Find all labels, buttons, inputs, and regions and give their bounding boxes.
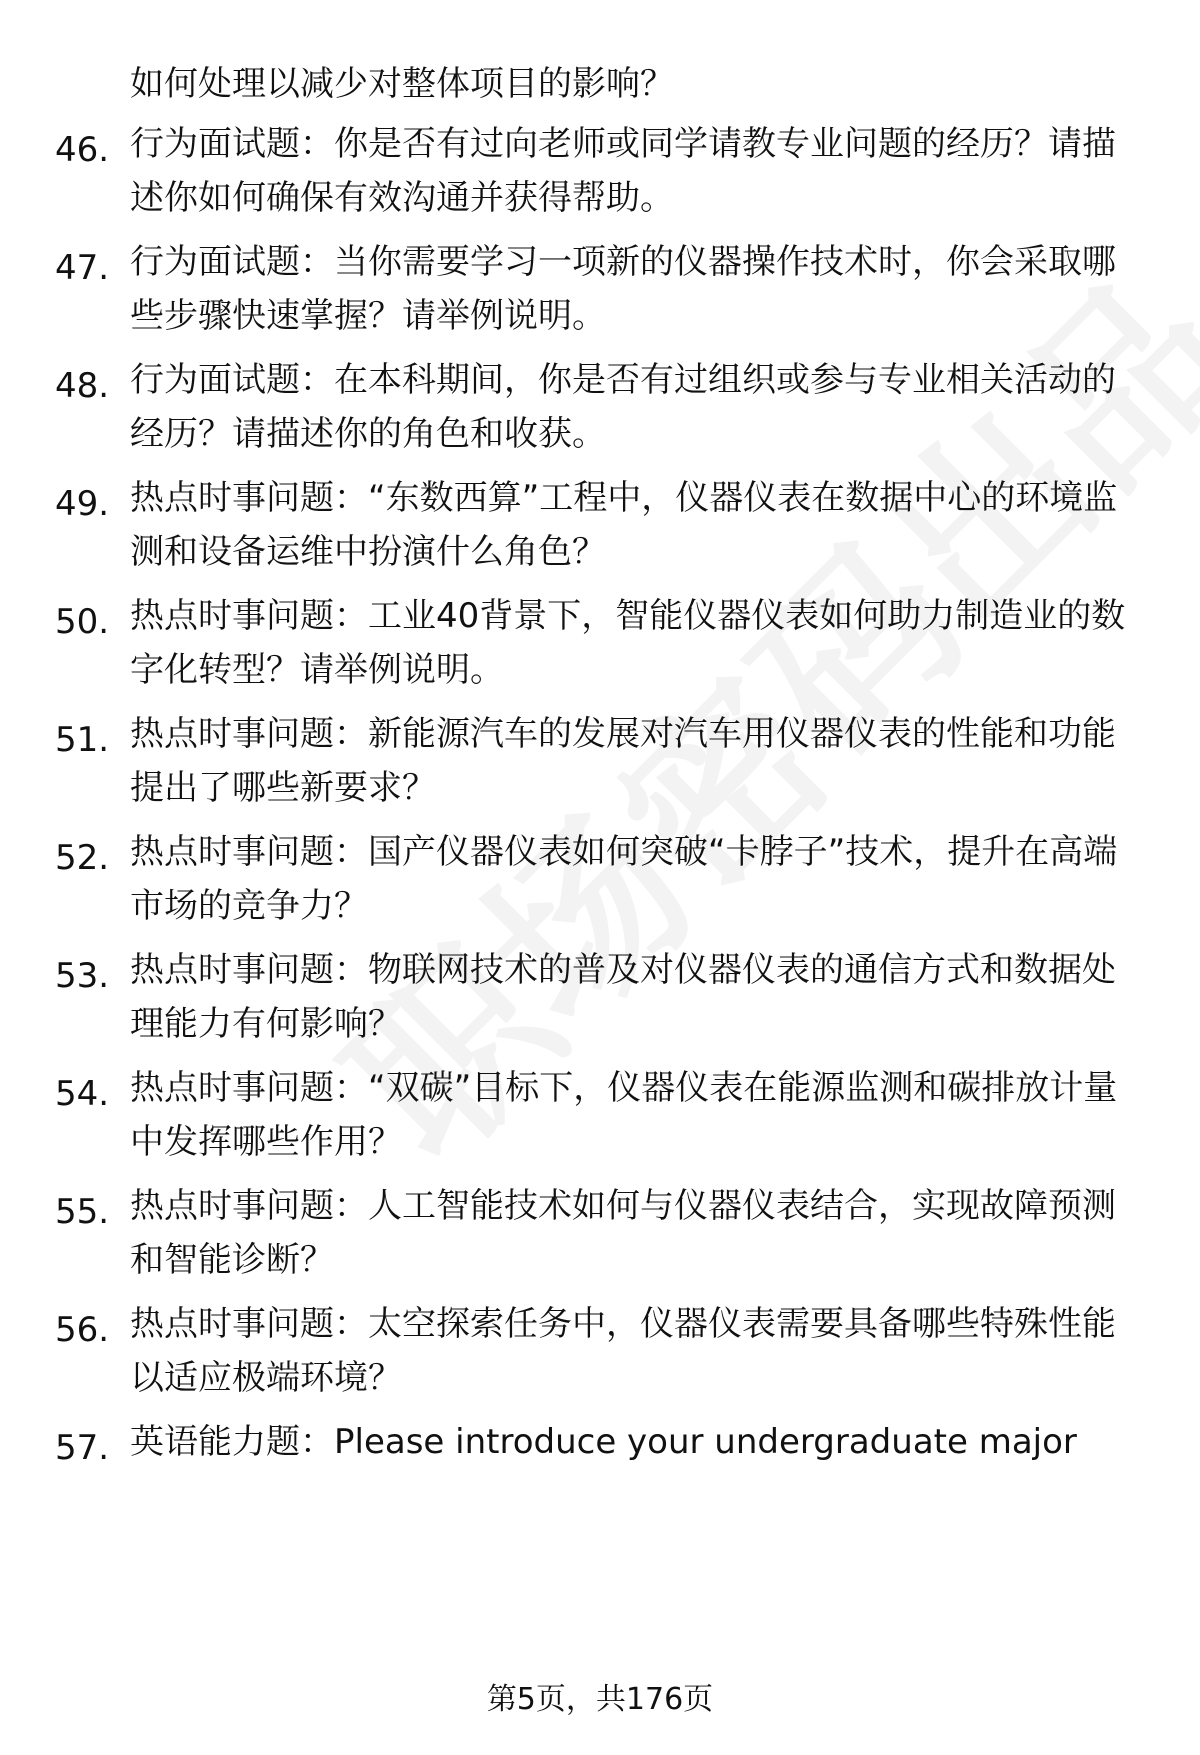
question-number: 49. bbox=[55, 484, 110, 524]
question-number: 48. bbox=[55, 366, 110, 406]
question-number: 50. bbox=[55, 602, 110, 642]
question-number: 52. bbox=[55, 838, 110, 878]
continuation-text: 如何处理以减少对整体项目的影响？ bbox=[130, 64, 674, 104]
question-number: 54. bbox=[55, 1074, 110, 1114]
question-number: 47. bbox=[55, 248, 110, 288]
question-number: 57. bbox=[55, 1428, 110, 1468]
question-number: 46. bbox=[55, 130, 110, 170]
question-text: 热点时事问题：国产仪器仪表如何突破“卡脖子”技术，提升在高端市场的竞争力？ bbox=[130, 832, 1118, 926]
question-text: 热点时事问题：太空探索任务中，仪器仪表需要具备哪些特殊性能以适应极端环境？ bbox=[130, 1304, 1116, 1398]
question-text: 热点时事问题：人工智能技术如何与仪器仪表结合，实现故障预测和智能诊断？ bbox=[130, 1186, 1116, 1280]
question-text: 热点时事问题：“东数西算”工程中，仪器仪表在数据中心的环境监测和设备运维中扮演什么角色？ bbox=[130, 478, 1118, 572]
question-text: 热点时事问题：“双碳”目标下，仪器仪表在能源监测和碳排放计量中发挥哪些作用？ bbox=[130, 1068, 1118, 1162]
page-footer: 第5页，共176页 bbox=[486, 1682, 714, 1717]
question-text: 行为面试题：你是否有过向老师或同学请教专业问题的经历？请描述你如何确保有效沟通并获得帮助。 bbox=[130, 124, 1116, 218]
question-text: 热点时事问题：工业40背景下，智能仪器仪表如何助力制造业的数字化转型？请举例说明。 bbox=[130, 596, 1126, 690]
question-text: 热点时事问题：新能源汽车的发展对汽车用仪器仪表的性能和功能提出了哪些新要求？ bbox=[130, 714, 1116, 808]
question-text: 行为面试题：当你需要学习一项新的仪器操作技术时，你会采取哪些步骤快速掌握？请举例说明。 bbox=[130, 242, 1116, 336]
question-text: 热点时事问题：物联网技术的普及对仪器仪表的通信方式和数据处理能力有何影响？ bbox=[130, 950, 1116, 1044]
question-number: 51. bbox=[55, 720, 110, 760]
question-number: 56. bbox=[55, 1310, 110, 1350]
question-text: 英语能力题：Please introduce your undergraduate major bbox=[130, 1422, 1077, 1462]
question-number: 53. bbox=[55, 956, 110, 996]
question-number: 55. bbox=[55, 1192, 110, 1232]
question-text: 行为面试题：在本科期间，你是否有过组织或参与专业相关活动的经历？请描述你的角色和收获。 bbox=[130, 360, 1116, 454]
